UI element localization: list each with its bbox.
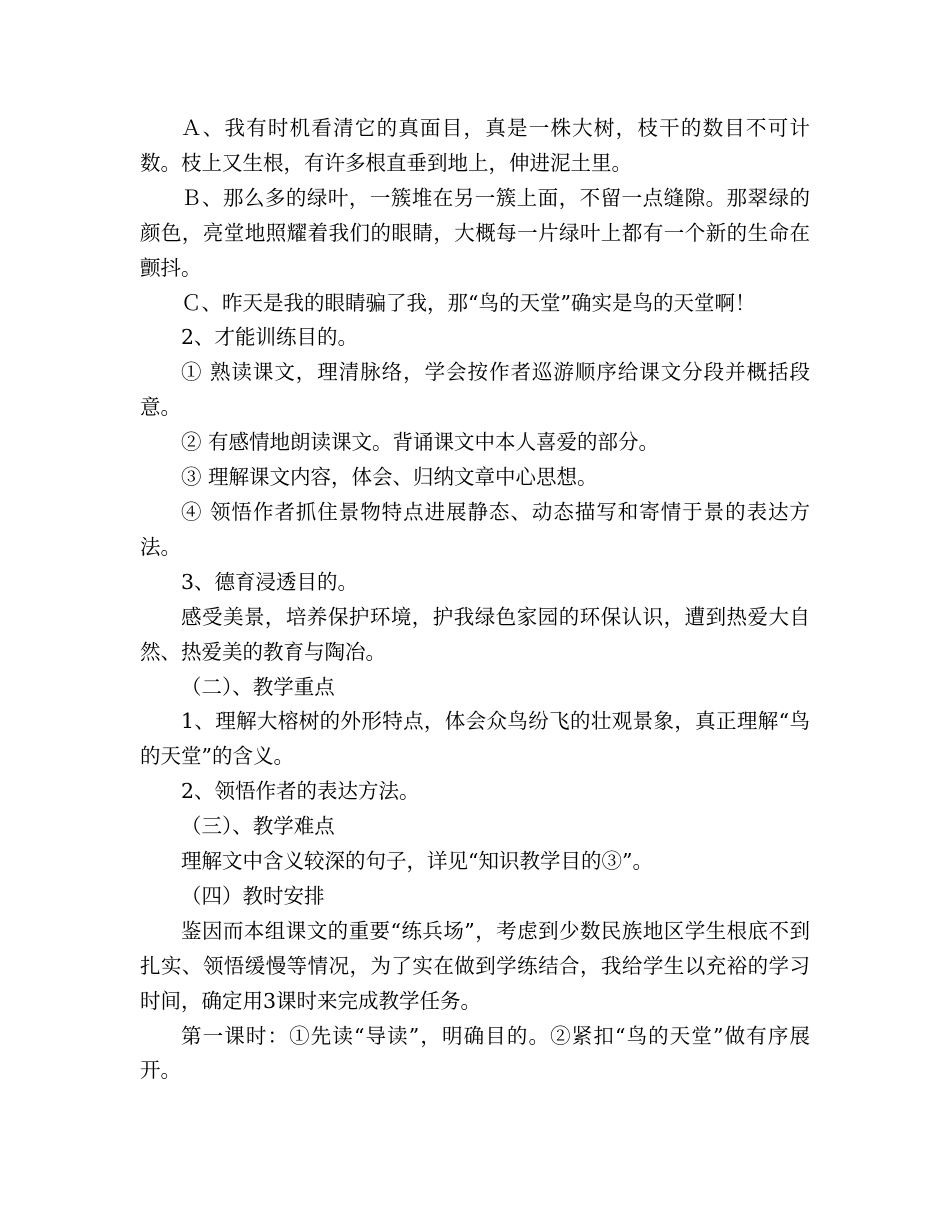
heading-skill-goals: 2、才能训练目的。 xyxy=(181,325,359,350)
difficulty-text: 理解文中含义较深的句子，详见“知识教学目的③”。 xyxy=(181,849,653,874)
schedule-text: 鉴因而本组课文的重要“练兵场”，考虑到少数民族地区学生根底不到扎实、领悟缓慢等情况，为了实在做到学练结合，我给学生以充裕的学习时间，确定用3课时来完成教学任务。 xyxy=(140,918,810,1013)
skill-goal-1: ① 熟读课文，理清脉络，学会按作者巡游顺序给课文分段并概括段意。 xyxy=(140,360,810,420)
skill-goal-2: ② 有感情地朗读课文。背诵课文中本人喜爱的部分。 xyxy=(181,430,660,455)
first-lesson-text: 第一课时：①先读“导读”，明确目的。②紧扣“鸟的天堂”做有序展开。 xyxy=(140,1023,810,1083)
heading-moral-goals: 3、德育浸透目的。 xyxy=(181,569,359,594)
paragraph-a: Ａ、我有时机看清它的真面目，真是一株大树，枝干的数目不可计数。枝上又生根，有许多根直垂到地上，伸进泥土里。 xyxy=(140,116,810,175)
moral-goal-text: 感受美景，培养保护环境，护我绿色家园的环保认识，遭到热爱大自然、热爱美的教育与陶冶。 xyxy=(140,604,810,664)
paragraph-b: Ｂ、那么多的绿叶，一簇堆在另一簇上面，不留一点缝隙。那翠绿的颜色，亮堂地照耀着我们的眼睛，大概每一片绿叶上都有一个新的生命在颤抖。 xyxy=(140,185,810,280)
paragraph-c: Ｃ、昨天是我的眼睛骗了我，那“鸟的天堂”确实是鸟的天堂啊！ xyxy=(181,290,756,315)
heading-teaching-difficulty: （三）、教学难点 xyxy=(181,814,335,839)
document-page xyxy=(140,111,810,1088)
focus-item-2: 2、领悟作者的表达方法。 xyxy=(181,779,420,804)
skill-goal-4: ④ 领悟作者抓住景物特点进展静态、动态描写和寄情于景的表达方法。 xyxy=(140,499,810,559)
focus-item-1: 1、理解大榕树的外形特点，体会众鸟纷飞的壮观景象，真正理解“鸟的天堂”的含义。 xyxy=(140,709,810,769)
skill-goal-3: ③ 理解课文内容，体会、归纳文章中心思想。 xyxy=(181,465,598,490)
heading-schedule: （四）教时安排 xyxy=(181,883,325,908)
heading-teaching-focus: （二）、教学重点 xyxy=(181,674,335,699)
